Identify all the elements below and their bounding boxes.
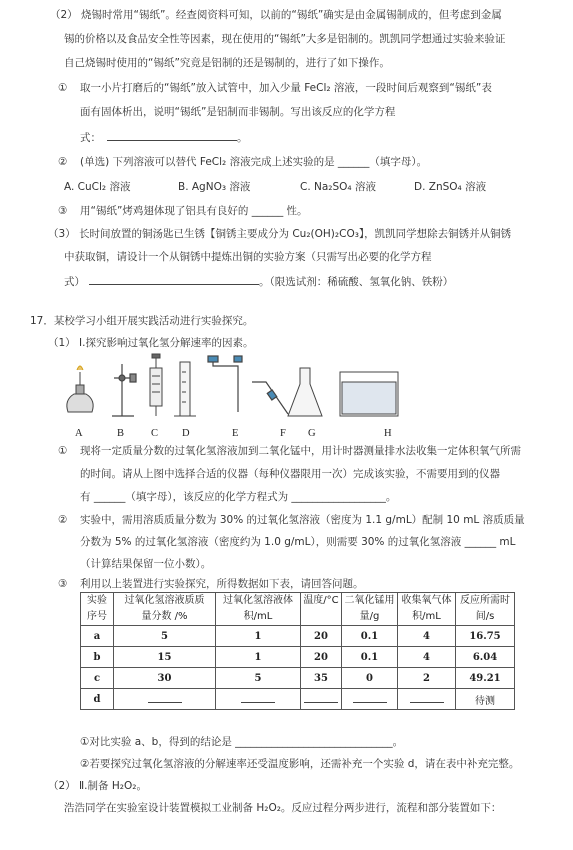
cell: 0 — [342, 668, 398, 689]
apparatus-label-f: F — [280, 428, 286, 439]
header-conc-line2: 量分数 /% — [141, 611, 188, 622]
cell: d — [81, 689, 114, 710]
cell: 4 — [398, 647, 456, 668]
cell: 16.75 — [456, 626, 515, 647]
alcohol-lamp-icon — [67, 366, 93, 412]
cell: 5 — [114, 626, 216, 647]
cell: 6.04 — [456, 647, 515, 668]
header-seq-line2: 序号 — [87, 611, 107, 622]
delivery-tube-icon — [208, 356, 242, 412]
header-vol-line1: 过氧化氢溶液体 — [223, 595, 293, 606]
header-time-line2: 间/s — [475, 611, 495, 622]
q16-step1-formula-suffix: 。 — [237, 132, 248, 144]
header-vol-line2: 积/mL — [243, 611, 273, 622]
bent-tube-icon — [252, 382, 288, 414]
q16-part3-prefix: 式） — [64, 276, 85, 288]
cell: b — [81, 647, 114, 668]
header-mno2-line1: 二氧化锰用 — [344, 595, 395, 606]
header-cell-oxygen-volume — [398, 593, 456, 626]
cell-blank[interactable] — [216, 689, 301, 710]
q17-c2-number: ② — [58, 514, 68, 526]
table-row-b — [81, 647, 515, 668]
apparatus-label-d: D — [182, 428, 190, 439]
cell: 15 — [114, 647, 216, 668]
apparatus-label-h: H — [384, 428, 392, 439]
header-cell-mno2 — [342, 593, 398, 626]
header-cell-seq — [81, 593, 114, 626]
q17-c3-number: ③ — [58, 578, 68, 590]
cell-blank[interactable] — [342, 689, 398, 710]
apparatus-label-g: G — [308, 428, 316, 439]
q17-c1-line3: 有 ______（填字母），该反应的化学方程式为 __________________。 — [80, 491, 397, 503]
table-row-c — [81, 668, 515, 689]
q16-step1-answer-blank[interactable] — [107, 129, 237, 141]
cell-blank[interactable] — [398, 689, 456, 710]
header-time-line1: 反应所需时 — [460, 595, 510, 606]
header-o2-line2: 积/mL — [412, 611, 441, 622]
header-cell-concentration — [114, 593, 216, 626]
q17-part2-heading: （2） Ⅱ.制备 H₂O₂。 — [48, 780, 147, 792]
q16-part3-suffix: 。（限选试剂：稀硫酸、氢氧化钠、铁粉） — [259, 276, 454, 288]
table-row-a — [81, 626, 515, 647]
header-cell-time — [456, 593, 515, 626]
q16-part2-line3: 自己烧锡时使用的“锡纸”究竟是铝制的还是锡制的，进行了如下操作。 — [64, 57, 390, 69]
q17-c2-line3: （计算结果保留一位小数）。 — [80, 558, 212, 570]
table-header-row — [81, 593, 515, 626]
table-row-d — [81, 689, 515, 710]
cell: 0.1 — [342, 647, 398, 668]
q17-c1-number: ① — [58, 445, 68, 457]
header-mno2-line2: 量/g — [359, 611, 380, 622]
q17-part2-text: 浩浩同学在实验室设计装置模拟工业制备 H₂O₂。反应过程分两步进行，流程和部分装置如下： — [64, 802, 502, 814]
q16-step1-line1: 取一小片打磨后的“锡纸”放入试管中，加入少量 FeCl₂ 溶液，一段时间后观察到“锡纸”表 — [80, 82, 492, 94]
q16-option-d: D. ZnSO₄ 溶液 — [414, 181, 487, 193]
cell: 30 — [114, 668, 216, 689]
q17-title: 17．某校学习小组开展实践活动进行实验探究。 — [30, 315, 254, 327]
apparatus-label-c: C — [151, 428, 159, 439]
cell: 1 — [216, 626, 301, 647]
header-seq-line1: 实验 — [87, 595, 107, 606]
q17-c2-line1: 实验中，需用溶质质量分数为 30% 的过氧化氢溶液（密度为 1.1 g/mL）配制 10 mL 溶质质量 — [80, 514, 525, 526]
q16-part2-line2: 锡的价格以及食品安全性等因素，现在使用的“锡纸”大多是铝制的。凯凯同学想通过实验来验证 — [64, 33, 506, 45]
iron-stand-icon — [112, 364, 136, 416]
cell: 35 — [301, 668, 342, 689]
q16-step1-formula-prefix: 式： — [80, 132, 101, 144]
q16-step1-line3 — [80, 129, 248, 145]
water-trough-icon — [340, 372, 398, 416]
cell: a — [81, 626, 114, 647]
header-conc-line1: 过氧化氢溶液质质 — [124, 595, 205, 606]
q16-part3-line3 — [64, 273, 453, 289]
graduated-cylinder-icon — [174, 362, 196, 416]
q16-step2-question: (单选) 下列溶液可以替代 FeCl₂ 溶液完成上述实验的是 ______（填字母）。 — [80, 156, 428, 168]
q16-step2-number: ② — [58, 156, 68, 168]
syringe-icon — [150, 354, 162, 416]
cell: 49.21 — [456, 668, 515, 689]
q17-part1-heading: （1） Ⅰ.探究影响过氧化氢分解速率的因素。 — [48, 337, 254, 349]
q17-temperature-question: ②若要探究过氧化氢溶液的分解速率还受温度影响，还需补充一个实验 d，请在表中补充完整。 — [80, 758, 520, 770]
q17-c2-line2: 分数为 5% 的过氧化氢溶液（密度约为 1.0 g/mL），则需要 30% 的过氧化氢溶液 ______ mL — [80, 536, 516, 548]
conical-flask-icon — [288, 368, 322, 416]
q16-option-a: A. CuCl₂ 溶液 — [64, 181, 131, 193]
cell: 5 — [216, 668, 301, 689]
header-cell-temperature — [301, 593, 342, 626]
cell: 4 — [398, 626, 456, 647]
apparatus-figure — [60, 352, 400, 430]
header-o2-line1: 收集氧气体 — [401, 595, 452, 606]
cell: 1 — [216, 647, 301, 668]
q17-c1-line1: 现将一定质量分数的过氧化氢溶液加到二氧化锰中，用计时器测量排水法收集一定体积氧气所需 — [80, 445, 521, 457]
cell-blank[interactable] — [114, 689, 216, 710]
cell: 20 — [301, 626, 342, 647]
q17-c1-line2: 的时间。请从上图中选择合适的仪器（每种仪器限用一次）完成该实验，不需要用到的仪器 — [80, 468, 500, 480]
q16-step1-number: ① — [58, 82, 68, 94]
q17-conclusion-question: ①对比实验 a、b，得到的结论是 ______________________________。 — [80, 736, 404, 748]
cell: 2 — [398, 668, 456, 689]
apparatus-label-e: E — [232, 428, 239, 439]
cell-blank[interactable] — [301, 689, 342, 710]
apparatus-label-a: A — [75, 428, 83, 439]
header-temp-line1: 温度/°C — [303, 595, 339, 606]
q16-step3-number: ③ — [58, 205, 68, 217]
header-cell-volume — [216, 593, 301, 626]
q16-option-b: B. AgNO₃ 溶液 — [178, 181, 251, 193]
cell: 20 — [301, 647, 342, 668]
q16-part3-line2: 中获取铜，请设计一个从铜锈中提炼出铜的实验方案（只需写出必要的化学方程 — [64, 251, 432, 263]
q16-part3-answer-blank[interactable] — [89, 273, 259, 285]
q16-step1-line2: 面有固体析出，说明“锡纸”是铝制而非锡制。写出该反应的化学方程 — [80, 106, 396, 118]
q17-c3-text: 利用以上装置进行实验探究，所得数据如下表，请回答问题。 — [80, 578, 364, 590]
q16-part3-line1: （3） 长时间放置的铜汤匙已生锈【铜锈主要成分为 Cu₂(OH)₂CO₃】，凯凯同学想除去铜锈并从铜锈 — [48, 228, 512, 240]
q16-part2-line1: （2） 烧锡时常用“锡纸”。经查阅资料可知，以前的“锡纸”确实是由金属锡制成的，但考虑到金属 — [50, 9, 502, 21]
cell: 待测 — [456, 689, 515, 710]
experiment-data-table — [80, 592, 515, 710]
cell: c — [81, 668, 114, 689]
cell: 0.1 — [342, 626, 398, 647]
q16-step3-question: 用“锡纸”烤鸡翅体现了铝具有良好的 ______ 性。 — [80, 205, 308, 217]
q16-option-c: C. Na₂SO₄ 溶液 — [300, 181, 376, 193]
apparatus-label-b: B — [117, 428, 125, 439]
